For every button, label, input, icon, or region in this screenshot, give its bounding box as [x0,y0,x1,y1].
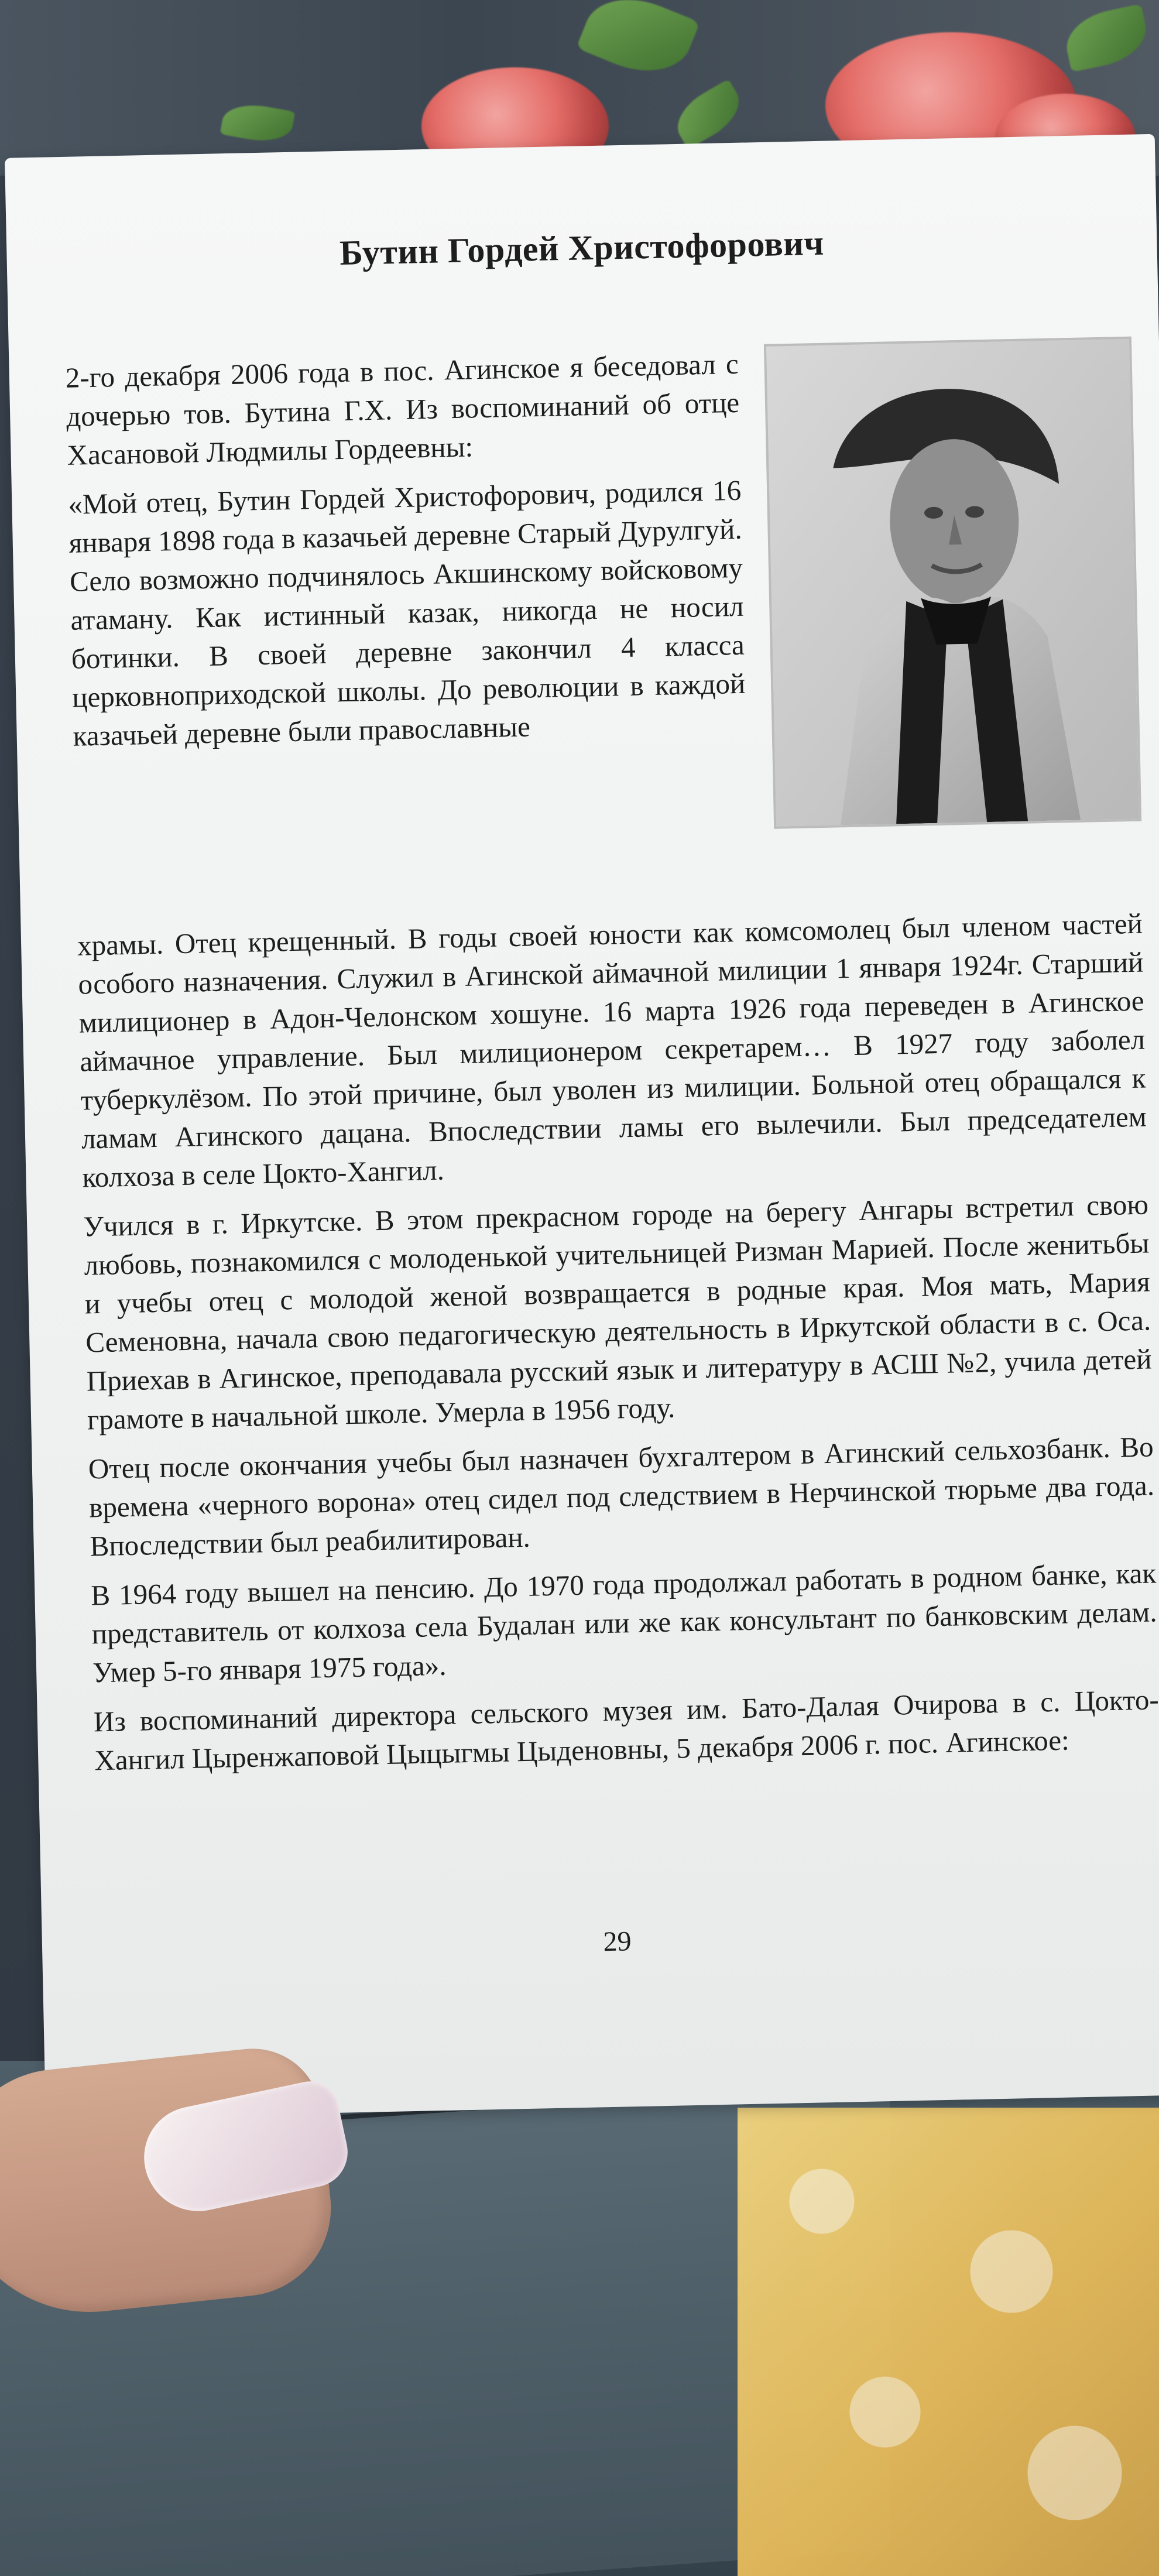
main-paragraph-1: храмы. Отец крещенный. В годы своей юности как комсомолец был членом частей особого назначения. Служил в Агинской аймачной милиции 1 января 1924г. Старший милиционер в Адон-Челонском хошуне. 16 марта 1926 года переведен в Агинское аймачное управление. Был милиционером секретарем… В 1927 году заболел туберкулёзом. По этой причине, был уволен из милиции. Больной отец обращался к ламам Агинского дацана. Впоследствии ламы его вылечили. Был председателем колхоза в селе Цокто-Хангил. [77,907,1147,1194]
main-paragraph-3: Отец после окончания учебы был назначен бухгалтером в Агинский сельхозбанк. Во времена «черного ворона» отец сидел под следствием в Нерчинской тюрьме два года. Впоследствии был реабилитирован. [88,1430,1155,1563]
page-number: 29 [602,1926,632,1958]
intro-paragraph-2: «Мой отец, Бутин Гордей Христофорович, родился 16 января 1898 года в казачьей деревне Старый Дурулгуй. Село возможно подчинялось Акшинскому войсковому атаману. Как истинный казак, никогда не носил ботинки. В своей деревне закончил 4 класса церковноприходской школы. До революции в каждой казачьей деревне были православные [67,474,746,752]
main-paragraph-5: Из воспоминаний директора сельского музея им. Бато-Далая Очирова в с. Цокто-Хангил Цыренжаповой Цыцыгмы Цыденовны, 5 декабря 2006 г. пос. Агинское: [93,1683,1159,1777]
page-content [5,134,1159,2119]
intro-text-block [65,345,746,756]
page-title: Бутин Гордей Христофорович [339,223,825,273]
portrait-photo-icon [764,337,1141,829]
yellow-cloth [738,2108,1159,2576]
main-paragraph-2: Учился в г. Иркутске. В этом прекрасном городе на берегу Ангары встретил свою любовь, познакомился с молоденькой учительницей Ризман Марией. После женитьбы и учебы отец с молодой женой возвращается в родные края. Моя мать, Мария Семеновна, начала свою педагогическую деятельность в Иркутской области в с. Оса. Приехав в Агинское, преподавала русский язык и литературу в АСШ №2, учила детей грамоте в начальной школе. Умерла в 1956 году. [83,1188,1152,1436]
intro-paragraph-1: 2-го декабря 2006 года в пос. Агинское я беседовал с дочерью тов. Бутина Г.Х. Из воспоминаний об отце Хасановой Людмилы Гордеевны: [65,347,740,471]
main-paragraph-4: В 1964 году вышел на пенсию. До 1970 года продолжал работать в родном банке, как представитель от колхоза села Будалан или же как консультант по банковским делам. Умер 5-го января 1975 года». [90,1557,1158,1689]
portrait-photo-svg [766,339,1139,827]
book-page [5,134,1159,2119]
main-text-block [77,905,1159,1780]
